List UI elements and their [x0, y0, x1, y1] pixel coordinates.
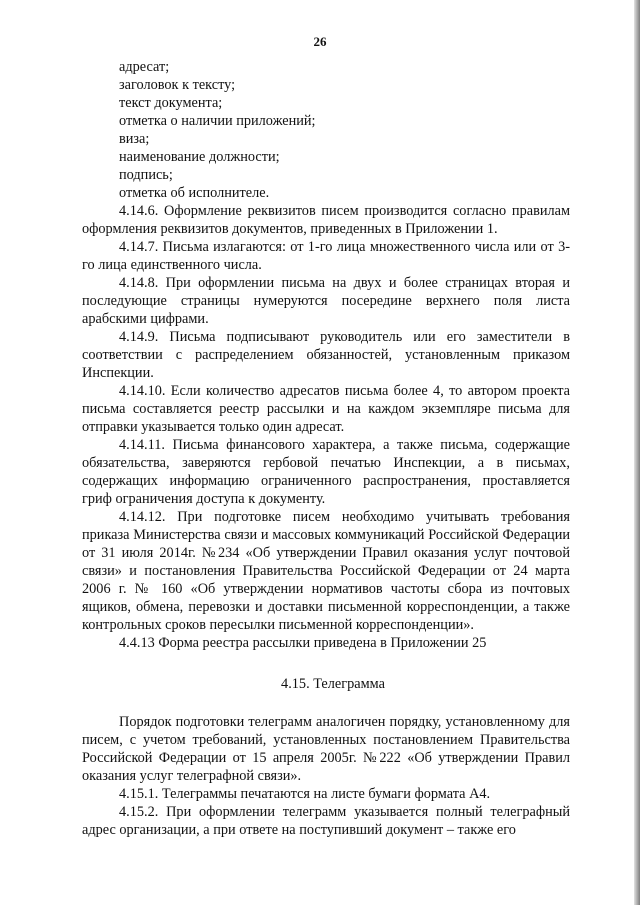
list-item: отметка о наличии приложений;	[119, 113, 316, 129]
list-item: виза;	[119, 131, 150, 147]
list-item: отметка об исполнителе.	[119, 185, 270, 201]
paragraph-4-4-13: 4.4.13 Форма реестра рассылки приведена в Приложении 25	[119, 635, 487, 651]
section-heading: 4.15. Телеграмма	[281, 676, 385, 692]
paragraph-4-15-2: 4.15.2. При оформлении телеграмм указывается полный телеграфный адрес организации, а при ответе на поступивший документ – также его	[82, 804, 570, 838]
page-content	[82, 58, 570, 839]
list-item: подпись;	[119, 167, 173, 183]
list-item: заголовок к тексту;	[119, 77, 236, 93]
paragraph-4-14-12: 4.14.12. При подготовке писем необходимо учитывать требования приказа Министерства связи и массовых коммуникаций Российской Федерации от 31 июля 2014г. №234 «Об утверждении Правил оказания услуг почтовой связи» и постановления Правительства Российской Федерации от 24 марта 2006 г. № 160 «Об утверждении нормативов частоты сбора из почтовых ящиков, обмена, перевозки и доставки письменной корреспонденции, а также контрольных сроков пересылки письменной корреспонденции».	[82, 509, 570, 633]
list-item: текст документа;	[119, 95, 223, 111]
paragraph-4-14-11: 4.14.11. Письма финансового характера, а также письма, содержащие обязательства, заверяются гербовой печатью Инспекции, а в письмах, содержащих информацию ограниченного распространения, проставляется гриф ограничения доступа к документу.	[82, 437, 570, 507]
list-item: наименование должности;	[119, 149, 280, 165]
paragraph-4-14-6: 4.14.6. Оформление реквизитов писем производится согласно правилам оформления реквизитов документов, приведенных в Приложении 1.	[82, 203, 570, 237]
list-item: адресат;	[119, 59, 170, 75]
page-number: 26	[313, 34, 327, 49]
scan-edge-shadow	[634, 0, 640, 905]
paragraph-4-15-1: 4.15.1. Телеграммы печатаются на листе бумаги формата А4.	[119, 786, 491, 802]
paragraph-4-14-8: 4.14.8. При оформлении письма на двух и более страницах вторая и последующие страницы нумеруются посередине верхнего поля листа арабскими цифрами.	[82, 275, 570, 327]
paragraph-4-14-10: 4.14.10. Если количество адресатов письма более 4, то автором проекта письма составляется реестр рассылки и на каждом экземпляре письма для отправки указывается только один адресат.	[82, 383, 570, 435]
paragraph-4-14-9: 4.14.9. Письма подписывают руководитель или его заместители в соответствии с распределением обязанностей, установленным приказом Инспекции.	[82, 329, 570, 381]
paragraph-4-14-7: 4.14.7. Письма излагаются: от 1-го лица множественного числа или от 3-го лица единственного числа.	[82, 239, 570, 273]
requisites-list	[82, 58, 570, 202]
paragraph-telegram-intro: Порядок подготовки телеграмм аналогичен порядку, установленному для писем, с учетом требований, установленных постановлением Правительства Российской Федерации от 15 апреля 2005г. №222 «Об утверждении Правил оказания услуг телеграфной связи».	[82, 714, 570, 784]
